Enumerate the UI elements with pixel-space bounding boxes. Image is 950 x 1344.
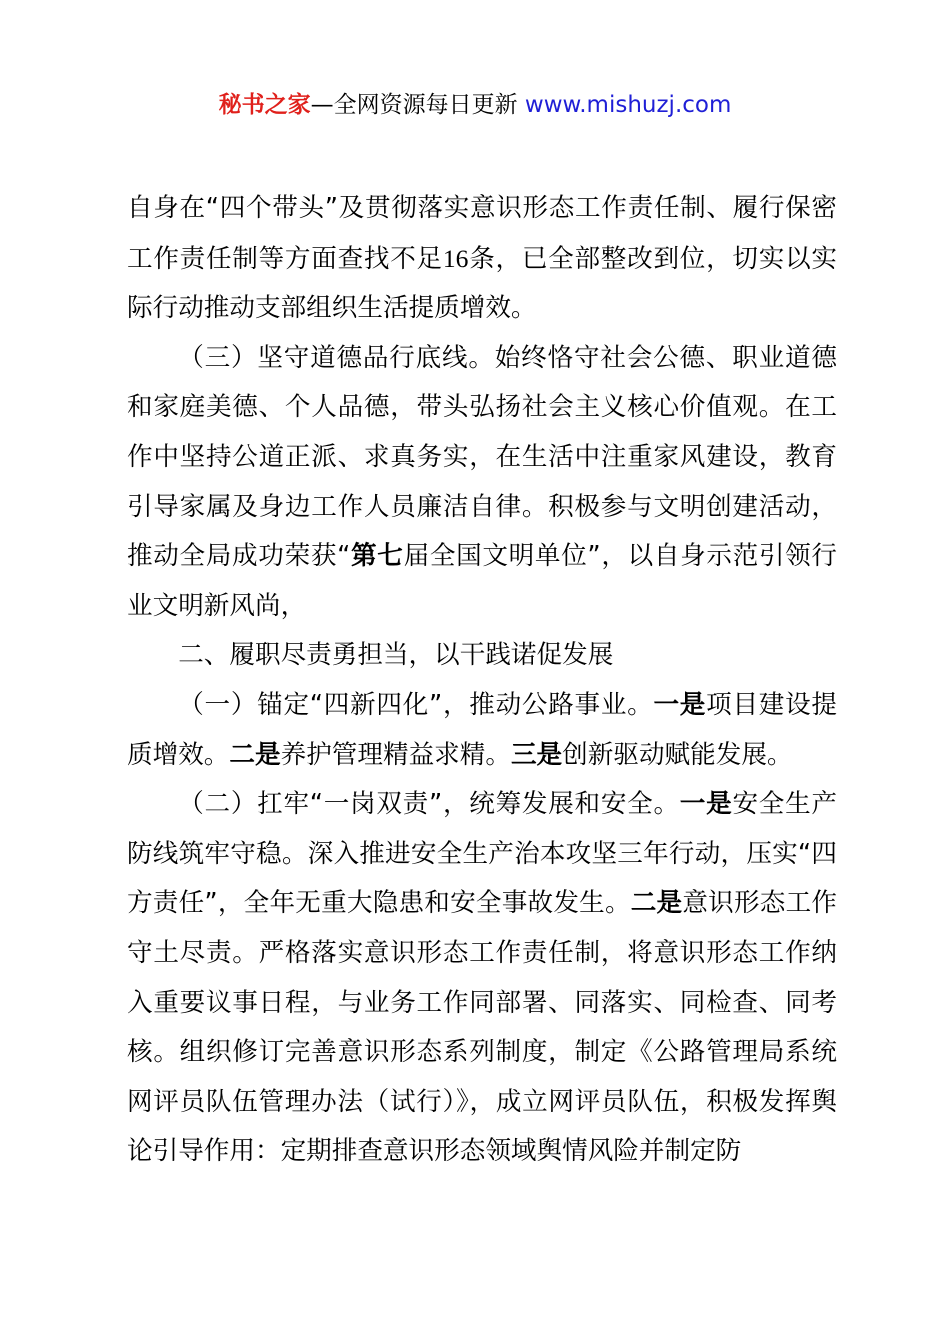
bold-emphasis: 一是 [653,689,707,720]
bold-emphasis: 二是 [630,888,683,919]
bold-emphasis: 第七 [350,541,404,572]
header-tagline: —全网资源每日更新 [310,92,518,118]
brand-name: 秘书之家 [218,92,311,118]
count-number: 16 [442,243,469,273]
section-heading: 二、履职尽责勇担当，以干践诺促发展 [178,640,614,671]
paragraph-1: 自身在“四个带头”及贯彻落实意识形态工作责任制、履行保密工作责任制等方面查找不足16条，已全部整改到位，切实以实际行动推动支部组织生活提质增效。 [127,193,837,324]
paragraph-4: （一）锚定“四新四化”，推动公路事业。一是项目建设提质增效。二是养护管理精益求精。三是创新驱动赋能发展。 [127,689,837,770]
bold-emphasis: 一是 [679,789,733,820]
page-header [0,88,950,122]
document-body [127,184,837,1177]
site-url[interactable]: www.mishuzj.com [524,92,732,118]
paragraph-5: （二）扛牢“一岗双责”，统筹发展和安全。一是安全生产防线筑牢守稳。深入推进安全生产治本攻坚三年行动，压实“四方责任”，全年无重大隐患和安全事故发生。二是意识形态工作守土尽责。严格落实意识形态工作责任制，将意识形态工作纳入重要议事日程，与业务工作同部署、同落实、同检查、同考核。组织修订完善意识形态系列制度，制定《公路管理局系统网评员队伍管理办法（试行）》，成立网评员队伍，积极发挥舆论引导作用：定期排查意识形态领域舆情风险并制定防 [127,789,837,1167]
bold-emphasis: 二是 [229,739,281,770]
paragraph-2: （三）坚守道德品行底线。始终恪守社会公德、职业道德和家庭美德、个人品德，带头弘扬社会主义核心价值观。在工作中坚持公道正派、求真务实，在生活中注重家风建设，教育引导家属及身边工作人员廉洁自律。积极参与文明创建活动，推动全局成功荣获“第七届全国文明单位”，以自身示范引领行业文明新风尚， [127,342,837,621]
bold-emphasis: 三是 [510,739,563,770]
